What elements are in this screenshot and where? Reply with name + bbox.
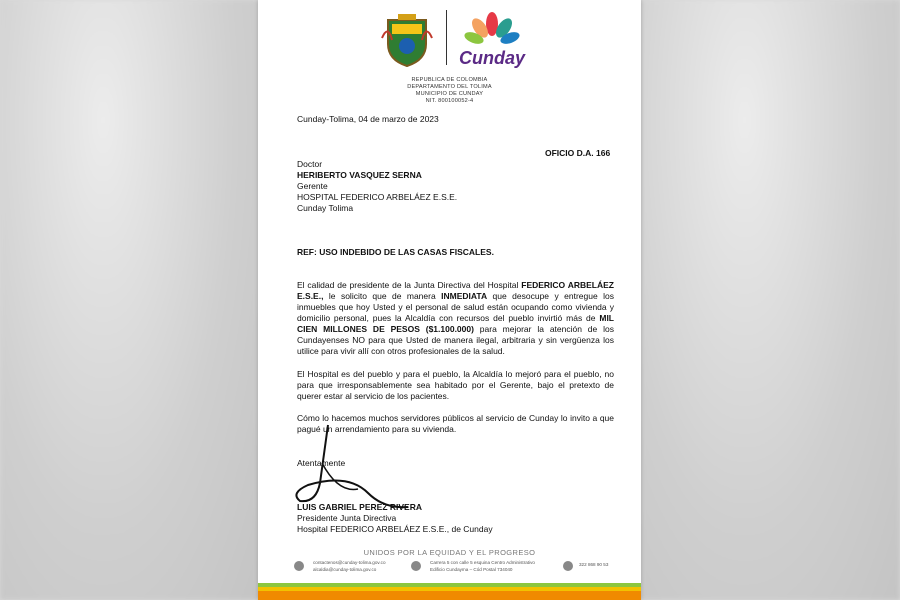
logo-divider xyxy=(446,10,447,65)
recipient-city: Cunday Tolima xyxy=(297,203,354,213)
footer-email-2: alcaldia@cunday-tolima.gov.co xyxy=(313,567,377,572)
paragraph-2: El Hospital es del pueblo y para el pueblo, la Alcaldía lo mejoró para el pueblo, no para que irresponsablemente sea habitado por el Gerente, bajo el pretexto de querer estar al servicio de los pacientes. xyxy=(297,369,614,401)
letter-page xyxy=(258,0,641,600)
signer-name: LUIS GABRIEL PEREZ RIVERA xyxy=(297,502,422,512)
place-date: Cunday-Tolima, 04 de marzo de 2023 xyxy=(297,114,439,124)
paragraph-3: Cómo lo hacemos muchos servidores públicos al servicio de Cunday lo invito a que pagué un arrendamiento para su vivienda. xyxy=(297,413,614,434)
email-icon xyxy=(294,561,304,571)
footer-phone: 322 868 90 53 xyxy=(579,562,609,567)
header-line-municipality: MUNICIPIO DE CUNDAY xyxy=(415,91,484,97)
cunday-wordmark: Cunday xyxy=(458,48,526,68)
p1-text-a: El calidad de presidente de la Junta Directiva del Hospital xyxy=(297,280,522,290)
recipient-role: Gerente xyxy=(297,181,328,191)
p1-amount: MIL CIEN MILLONES DE PESOS ($1.100.000) xyxy=(297,313,614,334)
header-line-department: DEPARTAMENTO DEL TOLIMA xyxy=(407,84,492,90)
cunday-flower-logo-icon xyxy=(456,8,528,70)
oficio-number: OFICIO D.A. 166 xyxy=(545,148,611,158)
footer-address-1: Carrera 5 con calle 5 esquina Centro Administrativo xyxy=(430,560,535,565)
p1-text-g: para mejorar la atención de los Cundayenses NO para que Usted de manera ilegal, arbitraria y sin vergüenza los utilice para vivir allí con otros profesionales de la salud. xyxy=(297,324,614,356)
signer-role: Presidente Junta Directiva xyxy=(297,513,397,523)
header-line-country: REPUBLICA DE COLOMBIA xyxy=(411,77,488,83)
p1-inmediata: INMEDIATA xyxy=(441,291,488,301)
p1-text-e: que desocupe y entregue los inmuebles que hoy Usted y el personal de salud están ocupando como vivienda y domicilio personal, pues la Alcaldía con recursos del pueblo invirtió más de xyxy=(297,291,614,323)
header-logos xyxy=(378,8,538,72)
recipient-title: Doctor xyxy=(297,159,323,169)
phone-icon xyxy=(563,561,573,571)
footer-address-2: Edificio Cundayma – Cód Postal 734040 xyxy=(430,567,513,572)
p1-text-c: le solicito que de manera xyxy=(323,291,442,301)
municipal-shield-icon xyxy=(378,10,436,68)
institution-header xyxy=(258,77,641,105)
recipient-org: HOSPITAL FEDERICO ARBELÁEZ E.S.E. xyxy=(297,192,458,202)
closing: Atentamente xyxy=(297,458,346,468)
footer-stripe-orange xyxy=(258,591,641,600)
blurred-background-right xyxy=(641,0,900,600)
signer-org: Hospital FEDERICO ARBELÁEZ E.S.E., de Cunday xyxy=(297,524,493,534)
header-line-nit: NIT. 800100052-4 xyxy=(425,98,474,104)
p1-hospital-name: FEDERICO ARBELÁEZ E.S.E., xyxy=(297,280,614,301)
footer-slogan: UNIDOS POR LA EQUIDAD Y EL PROGRESO xyxy=(363,548,536,557)
recipient-name: HERIBERTO VASQUEZ SERNA xyxy=(297,170,422,180)
paragraph-1 xyxy=(297,280,614,357)
blurred-background-left xyxy=(0,0,258,600)
location-icon xyxy=(411,561,421,571)
footer-email-1: contactenos@cunday-tolima.gov.co xyxy=(313,560,386,565)
reference-line: REF: USO INDEBIDO DE LAS CASAS FISCALES. xyxy=(297,247,494,257)
